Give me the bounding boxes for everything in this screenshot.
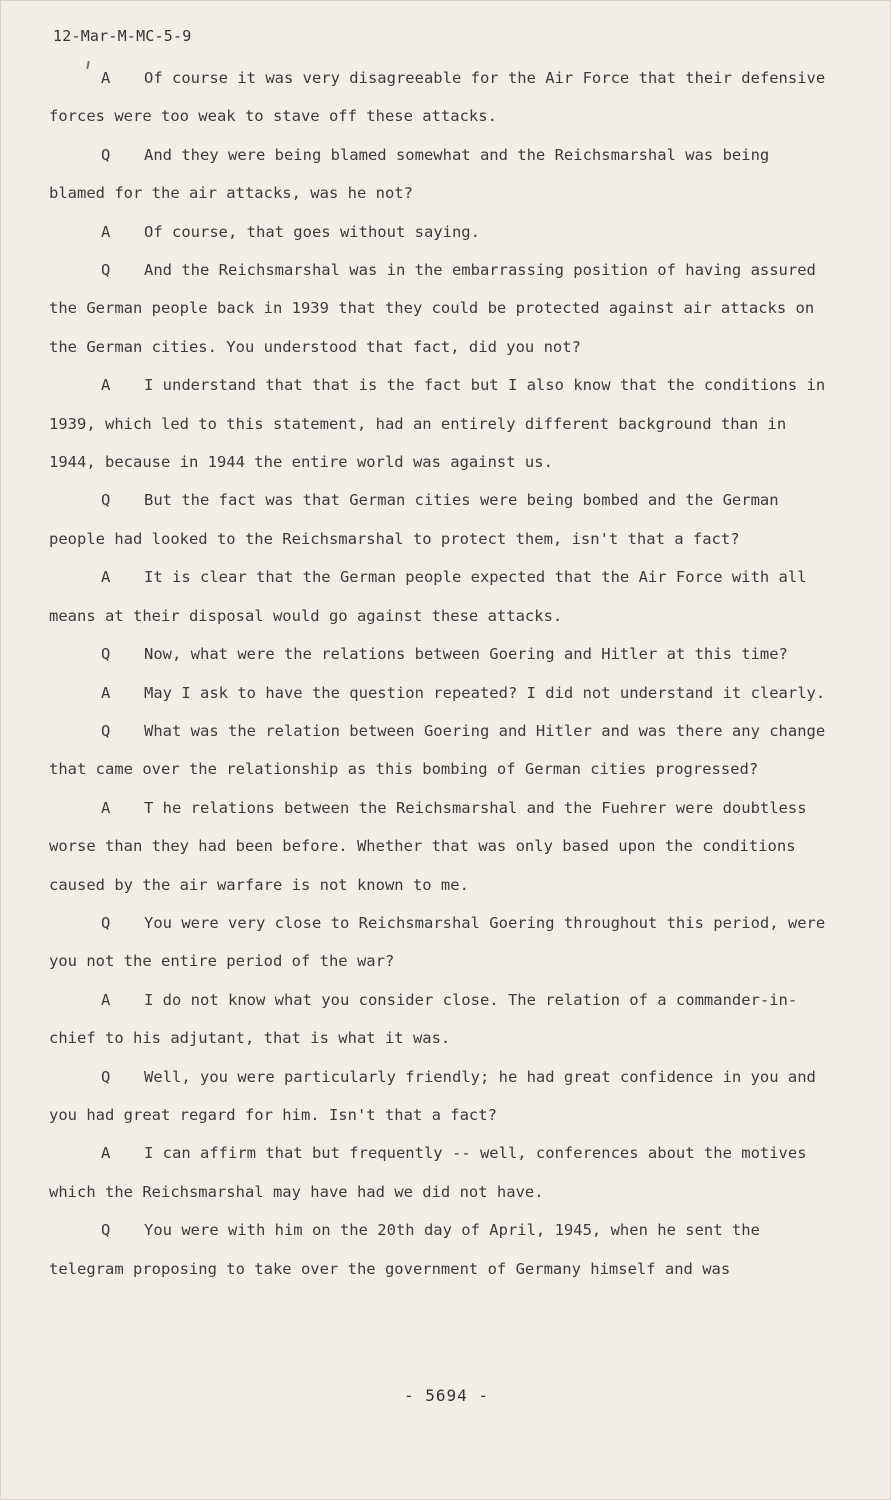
transcript-paragraph [49, 251, 829, 366]
speaker-label: Q [101, 721, 111, 740]
paragraph-text: And the Reichsmarshal was in the embarrassing position of having assured the German people back in 1939 that they could be protected against air attacks on the German cities. You understood that fact, did you not? [49, 261, 816, 356]
transcript-paragraph [49, 789, 829, 904]
transcript-paragraph [49, 481, 829, 558]
speaker-label: A [101, 990, 111, 1009]
paragraph-text: May I ask to have the question repeated? I did not understand it clearly. [144, 683, 826, 702]
speaker-label: A [101, 376, 111, 395]
paragraph-text: Of course it was very disagreeable for the Air Force that their defensive forces were too weak to stave off these attacks. [49, 69, 826, 126]
transcript-paragraph [49, 1134, 829, 1211]
speaker-label: Q [101, 261, 111, 280]
speaker-label: Q [101, 913, 111, 932]
paragraph-text: You were very close to Reichsmarshal Goering throughout this period, were you not the entire period of the war? [49, 913, 826, 971]
paragraph-text: I do not know what you consider close. The relation of a commander-in-chief to his adjutant, that is what it was. [49, 990, 798, 1048]
paragraph-text: Now, what were the relations between Goering and Hitler at this time? [144, 645, 788, 664]
transcript-body [49, 59, 829, 1288]
paragraph-text: But the fact was that German cities were being bombed and the German people had looked to the Reichsmarshal to protect them, isn't that a fact? [49, 491, 779, 548]
speaker-label: A [101, 798, 111, 817]
speaker-label: Q [101, 1067, 111, 1086]
page-header: 12-Mar-M-MC-5-9 [53, 27, 192, 45]
speaker-label: Q [101, 145, 111, 164]
speaker-label: Q [101, 645, 111, 664]
transcript-paragraph [49, 674, 829, 712]
speaker-label: A [101, 69, 111, 87]
paragraph-text: What was the relation between Goering and Hitler and was there any change that came over the relationship as this bombing of German cities progressed? [49, 721, 826, 779]
paragraph-text: It is clear that the German people expected that the Air Force with all means at their disposal would go against these attacks. [49, 568, 807, 625]
transcript-paragraph [49, 558, 829, 635]
paragraph-text: Of course, that goes without saying. [144, 222, 480, 241]
transcript-paragraph [49, 136, 829, 213]
speaker-label: A [101, 683, 111, 702]
transcript-paragraph [49, 904, 829, 981]
paragraph-text: And they were being blamed somewhat and the Reichsmarshal was being blamed for the air attacks, was he not? [49, 145, 770, 203]
paragraph-text: You were with him on the 20th day of April, 1945, when he sent the telegram proposing to take over the government of Germany himself and was [49, 1221, 760, 1278]
speaker-label: A [101, 222, 111, 241]
transcript-paragraph [49, 59, 829, 136]
speaker-label: Q [101, 491, 111, 510]
transcript-paragraph [49, 712, 829, 789]
transcript-paragraph [49, 1211, 829, 1288]
paragraph-text: T he relations between the Reichsmarshal and the Fuehrer were doubtless worse than they had been before. Whether that was only based upon the conditions caused by the air warfare is not known to me. [49, 798, 807, 894]
transcript-paragraph [49, 213, 829, 251]
paragraph-text: I can affirm that but frequently -- well, conferences about the motives which the Reichsmarshal may have had we did not have. [49, 1144, 807, 1201]
speaker-label: Q [101, 1221, 111, 1240]
speaker-label: A [101, 1144, 111, 1163]
transcript-paragraph [49, 981, 829, 1058]
transcript-paragraph [49, 635, 829, 673]
paragraph-text: Well, you were particularly friendly; he had great confidence in you and you had great regard for him. Isn't that a fact? [49, 1067, 816, 1124]
transcript-paragraph [49, 1058, 829, 1135]
page-number: - 5694 - [403, 1386, 490, 1405]
paragraph-text: I understand that that is the fact but I also know that the conditions in 1939, which led to this statement, had an entirely different background than in 1944, because in 1944 the entire world was against us. [49, 376, 826, 472]
transcript-paragraph [49, 366, 829, 481]
speaker-label: A [101, 568, 111, 587]
